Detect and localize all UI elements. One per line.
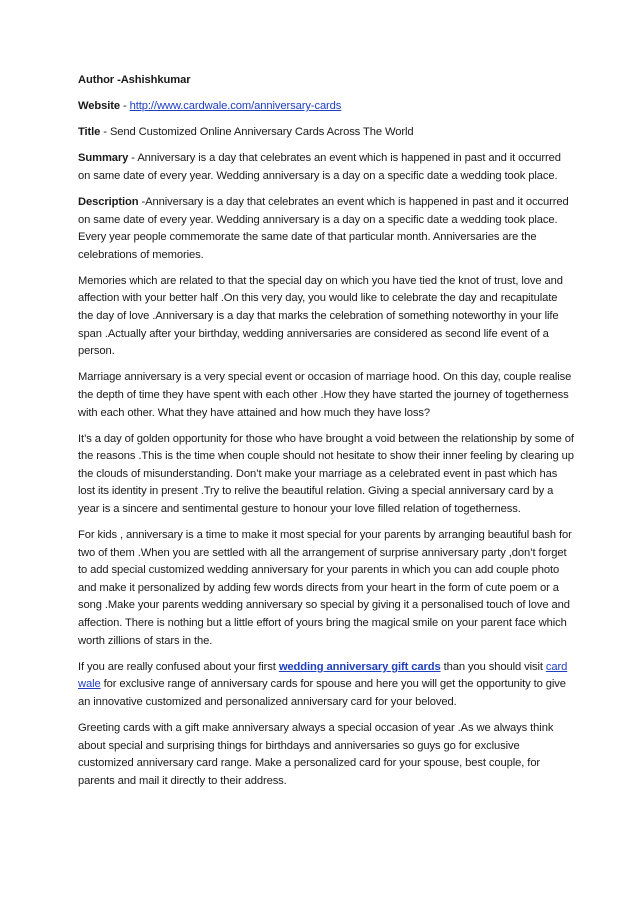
link-paragraph-middle: than you should visit [440, 660, 546, 673]
description-label: Description [78, 195, 139, 208]
link-paragraph-before: If you are really confused about your first [78, 660, 279, 673]
summary-text: - Anniversary is a day that celebrates an event which is happened in past and it occurred on same date of every year. Wedding anniversary is a day on a specific date a wedding took place. [78, 152, 561, 182]
website-line [78, 98, 574, 116]
title-text: - Send Customized Online Anniversary Cards Across The World [100, 126, 414, 139]
summary-label: Summary [78, 152, 129, 165]
description-text: -Anniversary is a day that celebrates an event which is happened in past and it occurred on same date of every year. Wedding anniversary is a day on a specific date a wedding took place. Every year people commemorate the same date of that particular month. Anniversaries are the celebrations of memories. [78, 195, 569, 261]
website-link[interactable]: http://www.cardwale.com/anniversary-cards [129, 100, 342, 113]
body-paragraph-2: Marriage anniversary is a very special event or occasion of marriage hood. On this day, couple realise the depth of time they have spent with each other .How they have started the journey of togetherness with each other. What they have attained and how much they have loss? [78, 371, 572, 419]
closing-paragraph: Greeting cards with a gift make anniversary always a special occasion of year .As we always think about special and surprising things for birthdays and anniversaries so guys go for exclusive customized anniversary card range. Make a personalized card for your spouse, best couple, for parents and mail it directly to their address. [78, 722, 554, 787]
website-separator: - [120, 100, 130, 113]
document-page [78, 72, 574, 799]
description-paragraph [78, 194, 574, 264]
website-label: Website [78, 100, 120, 113]
author-label: Author -Ashishkumar [78, 74, 191, 86]
link-paragraph [78, 659, 574, 712]
link-paragraph-after: for exclusive range of anniversary cards for spouse and here you will get the opportunity to give an innovative customized and personalized anniversary card for your beloved. [78, 678, 566, 708]
title-line [78, 124, 574, 142]
body-paragraph-1: Memories which are related to that the special day on which you have tied the knot of trust, love and affection with your better half .On this very day, you would like to celebrate the day and recapitulate the day of love .Anniversary is a day that marks the celebration of something noteworthy in your life span .Actually after your birthday, wedding anniversaries are considered as second life event of a person. [78, 274, 563, 358]
summary-paragraph [78, 150, 574, 185]
title-label: Title [78, 126, 101, 139]
author-line [78, 72, 574, 90]
card-wale-link[interactable]: card wale [78, 660, 568, 691]
body-paragraph-3: It’s a day of golden opportunity for those who have brought a void between the relationship by some of the reasons .This is the time when couple should not hesitate to show their inner feeling by clearing up the clouds of misunderstanding. Don’t make your marriage as a celebrated event in past which has lost its identity in present .Try to relive the beautiful relation. Giving a special anniversary card by a year is a sincere and sentimental gesture to honour your love filled relation of togetherness. [78, 432, 574, 515]
wedding-anniversary-gift-cards-link[interactable]: wedding anniversary gift cards [278, 660, 441, 673]
body-paragraph-4: For kids , anniversary is a time to make it most special for your parents by arranging beautiful bash for two of them .When you are settled with all the arrangement of surprise anniversary party ,don’t forget to add special customized wedding anniversary for your parents in which you can add couple photo and make it personalized by adding few words directs from your heart in the form of cute poem or a song .Make your parents wedding anniversary so special by giving it a personalised touch of love and affection. There is nothing but a little effort of yours bring the magical smile on your parent face which worth zillions of stars in the. [78, 529, 572, 647]
